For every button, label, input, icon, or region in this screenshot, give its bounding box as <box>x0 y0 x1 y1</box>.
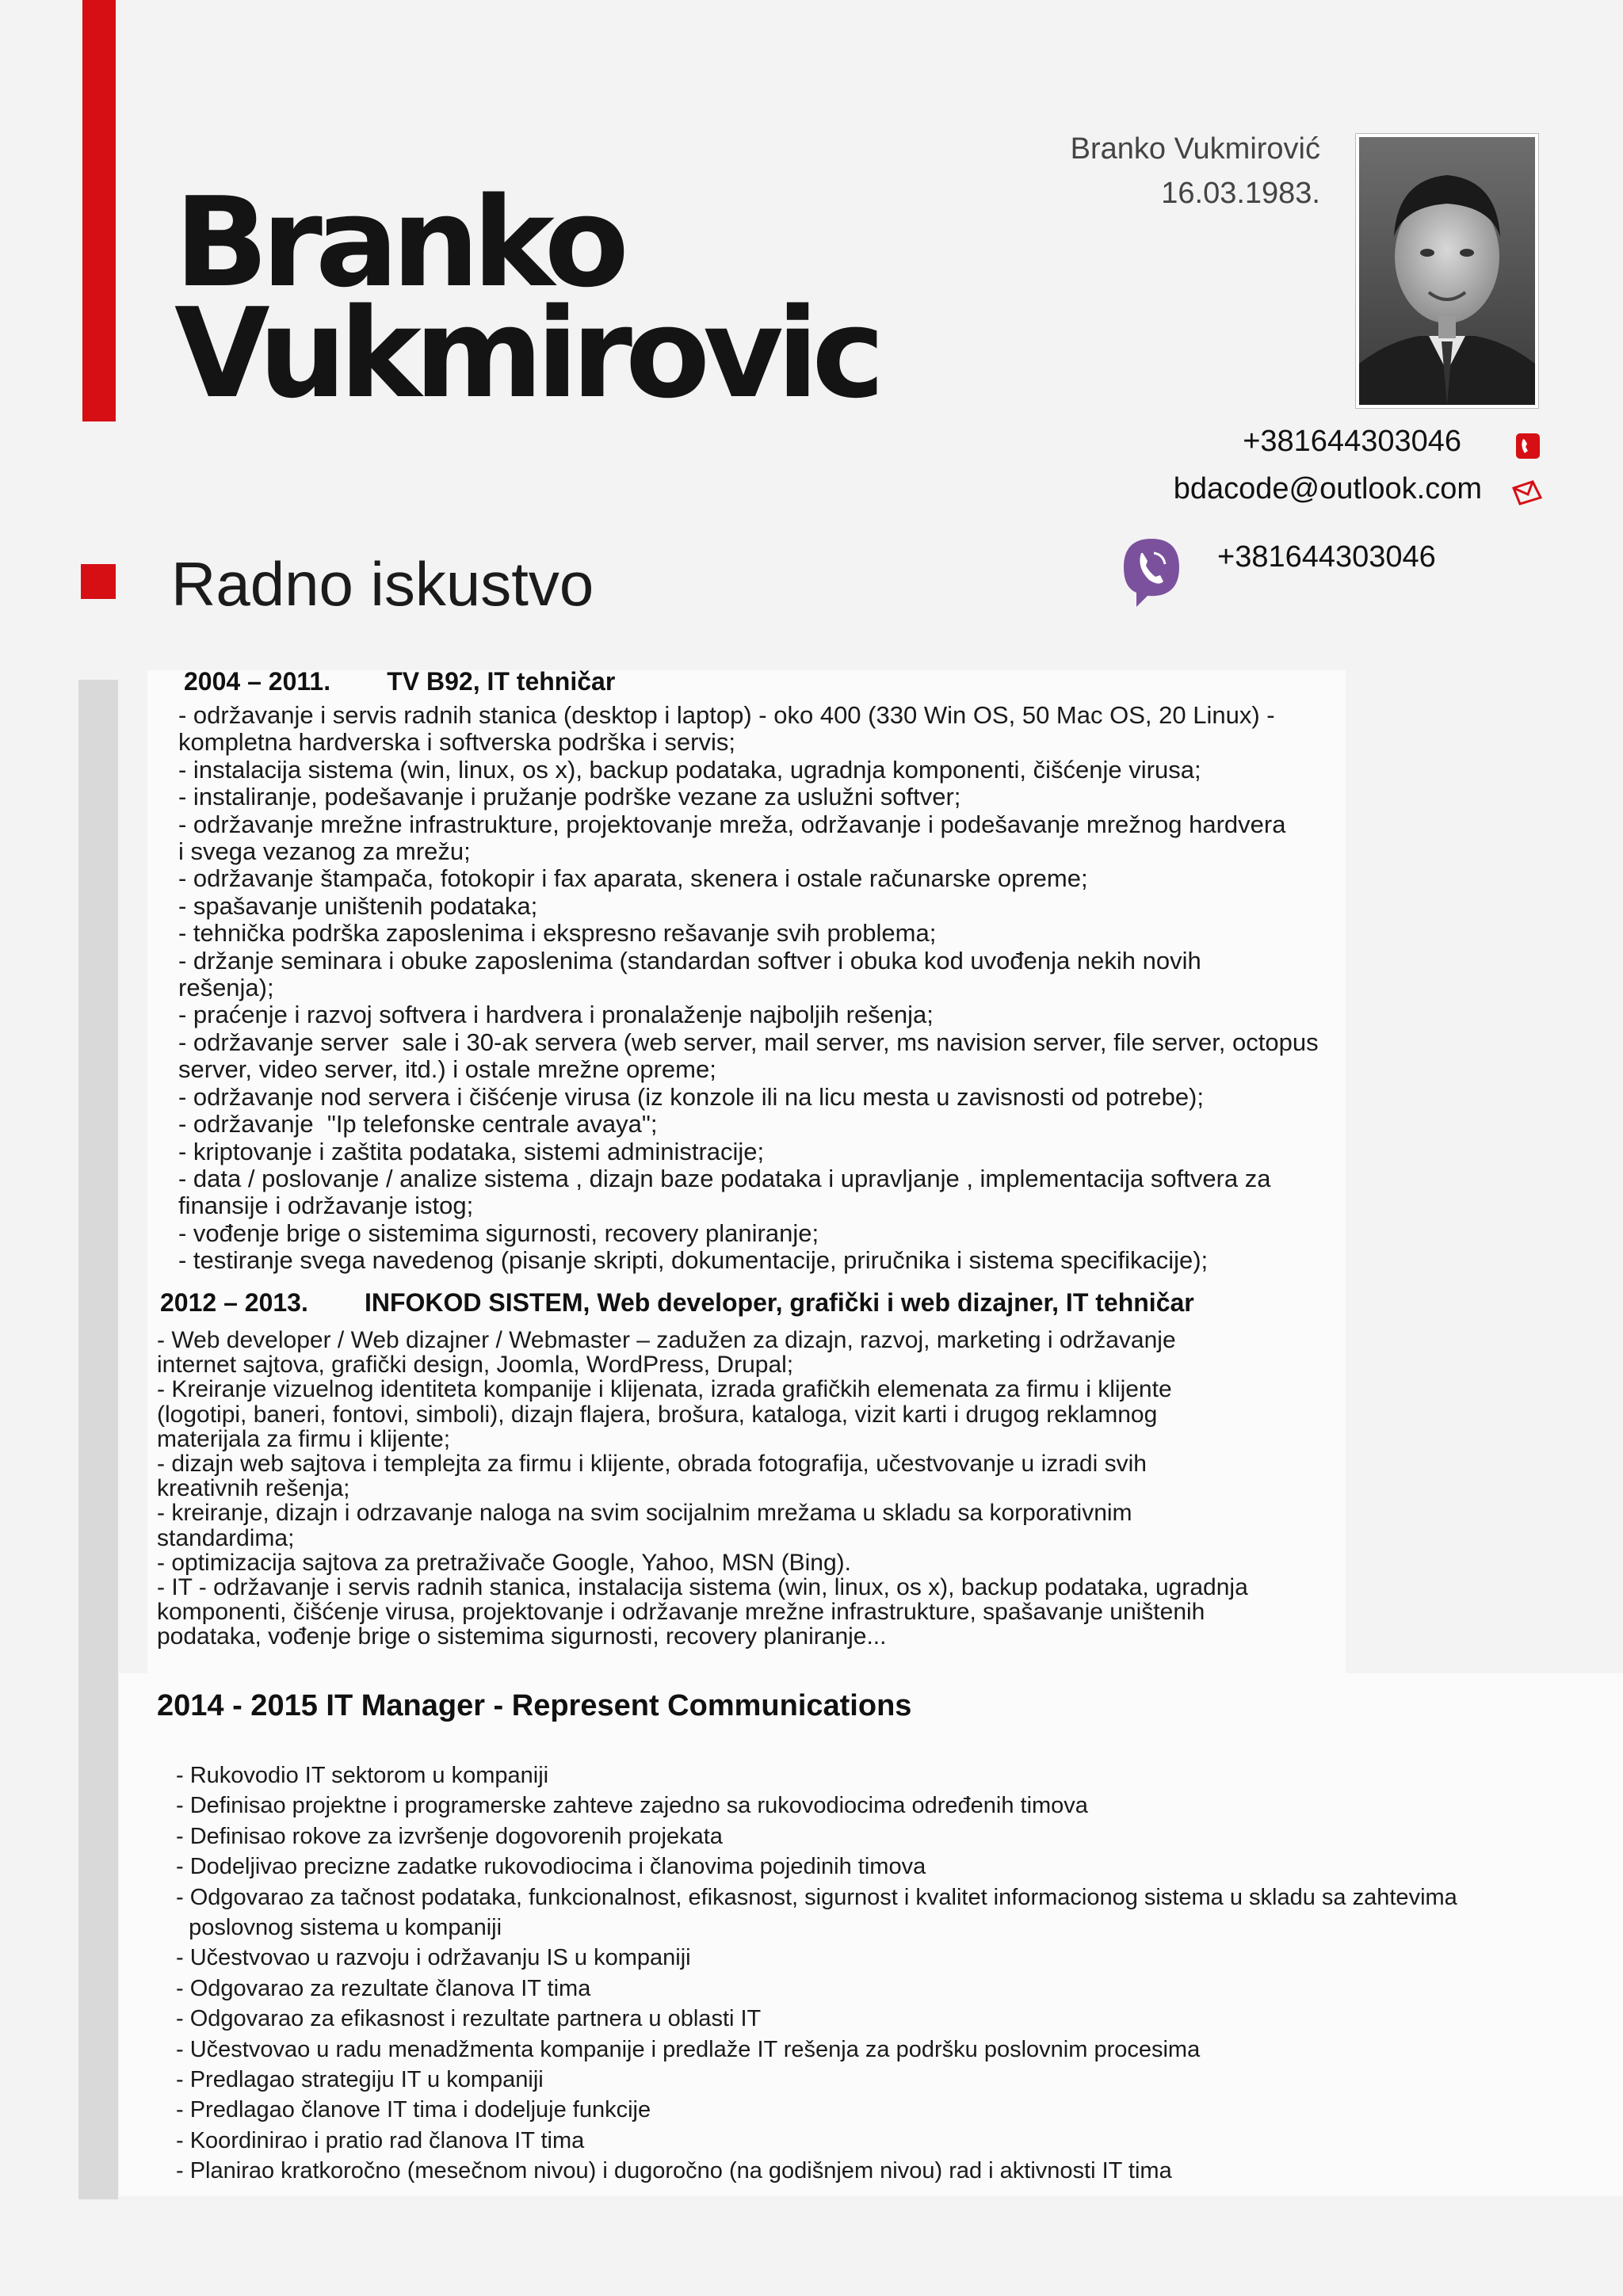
duty-line: kompletna hardverska i softverska podrška i servis; <box>178 728 735 757</box>
duty-line: - testiranje svega navedenog (pisanje skripti, dokumentacije, priručnika i sistema specifikacije); <box>178 1246 1209 1275</box>
duty-line: finansije i održavanje istog; <box>178 1192 474 1220</box>
duty-line: - Odgovarao za rezultate članova IT tima <box>176 1975 591 2001</box>
duty-line: server, video server, itd.) i ostale mrežne opreme; <box>178 1055 716 1084</box>
duty-line: - Odgovarao za tačnost podataka, funkcionalnost, efikasnost, sigurnost i kvalitet informacionog sistema u skladu sa zahtevima <box>176 1884 1457 1910</box>
duty-line: - Učestvovao u razvoju i održavanju IS u kompaniji <box>176 1945 691 1971</box>
job-duties <box>178 702 1343 1275</box>
job-duties <box>157 1328 1346 1650</box>
duty-line: - Planirao kratkoročno (mesečnom nivou) i dugoročno (na godišnjem nivou) rad i aktivnosti IT tima <box>176 2158 1172 2184</box>
duty-line: - Predlagao strategiju IT u kompaniji <box>176 2067 544 2093</box>
duty-line: kreativnih rešenja; <box>157 1475 350 1502</box>
duty-line: - Učestvovao u radu menadžmenta kompanije i predlaže IT rešenja za podršku poslovnim procesima <box>176 2036 1201 2062</box>
accent-bar <box>82 0 116 421</box>
birth-date: 16.03.1983. <box>1161 177 1320 210</box>
duty-line: - držanje seminara i obuke zaposlenima (standardan softver i obuka kod uvođenja nekih novih <box>178 946 1201 974</box>
phone-number[interactable]: +381644303046 <box>1243 425 1461 458</box>
side-bar <box>78 680 118 2199</box>
envelope-icon <box>1509 479 1544 511</box>
duty-line: podataka, vođenje brige o sistemima sigurnosti, recovery planiranje... <box>157 1623 887 1650</box>
big-name-last: Vukmirovic <box>174 281 878 425</box>
personal-info <box>1030 127 1320 215</box>
viber-number[interactable]: +381644303046 <box>1217 540 1436 574</box>
duty-line: - održavanje mrežne infrastrukture, projektovanje mreža, održavanje i podešavanje mrežnog hardvera <box>178 810 1286 838</box>
full-name: Branko Vukmirović <box>1070 132 1320 166</box>
duty-line: - Definisao rokove za izvršenje dogovorenih projekata <box>176 1823 723 1849</box>
duty-line: internet sajtova, grafički design, Joomla, WordPress, Drupal; <box>157 1352 794 1379</box>
duty-line: - Predlagao članove IT tima i dodeljuje funkcije <box>176 2097 651 2123</box>
duty-line: - Koordinirao i pratio rad članova IT tima <box>176 2127 585 2153</box>
job-title: TV B92, IT tehničar <box>387 667 616 696</box>
duty-line: - vođenje brige o sistemima sigurnosti, recovery planiranje; <box>178 1219 819 1247</box>
duty-line: - održavanje "Ip telefonske centrale avaya"; <box>178 1110 658 1138</box>
job-heading: 2014 - 2015 IT Manager - Represent Communications <box>157 1689 912 1722</box>
duty-line: - instaliranje, podešavanje i pružanje podrške vezane za uslužni softver; <box>178 783 961 811</box>
duty-line: standardima; <box>157 1524 295 1551</box>
duty-line: - spašavanje uništenih podataka; <box>178 891 538 920</box>
duty-line: - Odgovarao za efikasnost i rezultate partnera u oblasti IT <box>176 2006 762 2032</box>
duty-line: materijala za firmu i klijente; <box>157 1425 451 1452</box>
duty-line: - održavanje server sale i 30-ak servera (web server, mail server, ms navision server, file server, octopus <box>178 1028 1319 1056</box>
duty-line: - dizajn web sajtova i templejta za firmu i klijente, obrada fotografija, učestvovanje u izradi svih <box>157 1451 1147 1478</box>
duty-line: rešenja); <box>178 974 274 1002</box>
duty-line: - instalacija sistema (win, linux, os x), backup podataka, ugradnja komponenti, čišćenje virusa; <box>178 755 1201 784</box>
job-period: 2012 – 2013. <box>160 1288 308 1317</box>
duty-line: - održavanje štampača, fotokopir i fax aparata, skenera i ostale računarske opreme; <box>178 864 1088 893</box>
portrait-image <box>1356 134 1538 408</box>
duty-line: - IT - održavanje i servis radnih stanica, instalacija sistema (win, linux, os x), backup podataka, ugradnja <box>157 1574 1248 1601</box>
duty-line: - održavanje i servis radnih stanica (desktop i laptop) - oko 400 (330 Win OS, 50 Mac OS, 20 Linux) - <box>178 701 1275 729</box>
duty-line: - kreiranje, dizajn i odrzavanje naloga na svim socijalnim mrežama u skladu sa korporativnim <box>157 1500 1132 1527</box>
job-duties <box>176 1760 1491 2187</box>
profile-photo <box>1355 133 1539 409</box>
job-period: 2004 – 2011. <box>184 667 331 696</box>
duty-line: - kriptovanje i zaštita podataka, sistemi administracije; <box>178 1137 765 1165</box>
duty-line: - Web developer / Web dizajner / Webmaster – zadužen za dizajn, razvoj, marketing i održavanje <box>157 1327 1176 1353</box>
duty-line: poslovnog sistema u kompaniji <box>176 1915 502 1941</box>
email-address[interactable]: bdacode@outlook.com <box>1173 472 1482 505</box>
section-title: Radno iskustvo <box>171 549 594 619</box>
duty-line: - optimizacija sajtova za pretraživače Google, Yahoo, MSN (Bing). <box>157 1549 851 1576</box>
job-heading <box>184 667 615 696</box>
duty-line: komponenti, čišćenje virusa, projektovanje i održavanje mrežne infrastrukture, spašavanje uništenih <box>157 1599 1205 1626</box>
duty-line: - Definisao projektne i programerske zahteve zajedno sa rukovodiocima određenih timova <box>176 1793 1088 1819</box>
section-marker <box>81 564 116 599</box>
duty-line: - praćenje i razvoj softvera i hardvera i pronalaženje najboljih rešenja; <box>178 1001 934 1029</box>
duty-line: - data / poslovanje / analize sistema , dizajn baze podataka i upravljanje , implementacija softvera za <box>178 1164 1271 1192</box>
big-name-first: Branko <box>174 170 622 315</box>
duty-line: (logotipi, baneri, fontovi, simboli), dizajn flajera, brošura, kataloga, vizit karti i drugog reklamnog <box>157 1401 1158 1428</box>
duty-line: - Kreiranje vizuelnog identiteta kompanije i klijenata, izrada grafičkih elemenata za firmu i klijente <box>157 1376 1172 1403</box>
phone-icon <box>1515 433 1541 463</box>
duty-line: - održavanje nod servera i čišćenje virusa (iz konzole ili na licu mesta u zavisnosti od potrebe); <box>178 1082 1204 1111</box>
duty-line: - tehnička podrška zaposlenima i ekspresno rešavanje svih problema; <box>178 919 937 948</box>
duty-line: - Dodeljivao precizne zadatke rukovodiocima i članovima pojedinih timova <box>176 1854 926 1880</box>
viber-icon <box>1121 536 1182 614</box>
duty-line: - Rukovodio IT sektorom u kompaniji <box>176 1763 549 1788</box>
big-name <box>174 170 878 425</box>
job-title: INFOKOD SISTEM, Web developer, grafički i web dizajner, IT tehničar <box>364 1288 1194 1317</box>
job-heading <box>160 1288 1194 1318</box>
duty-line: i svega vezanog za mrežu; <box>178 837 471 866</box>
